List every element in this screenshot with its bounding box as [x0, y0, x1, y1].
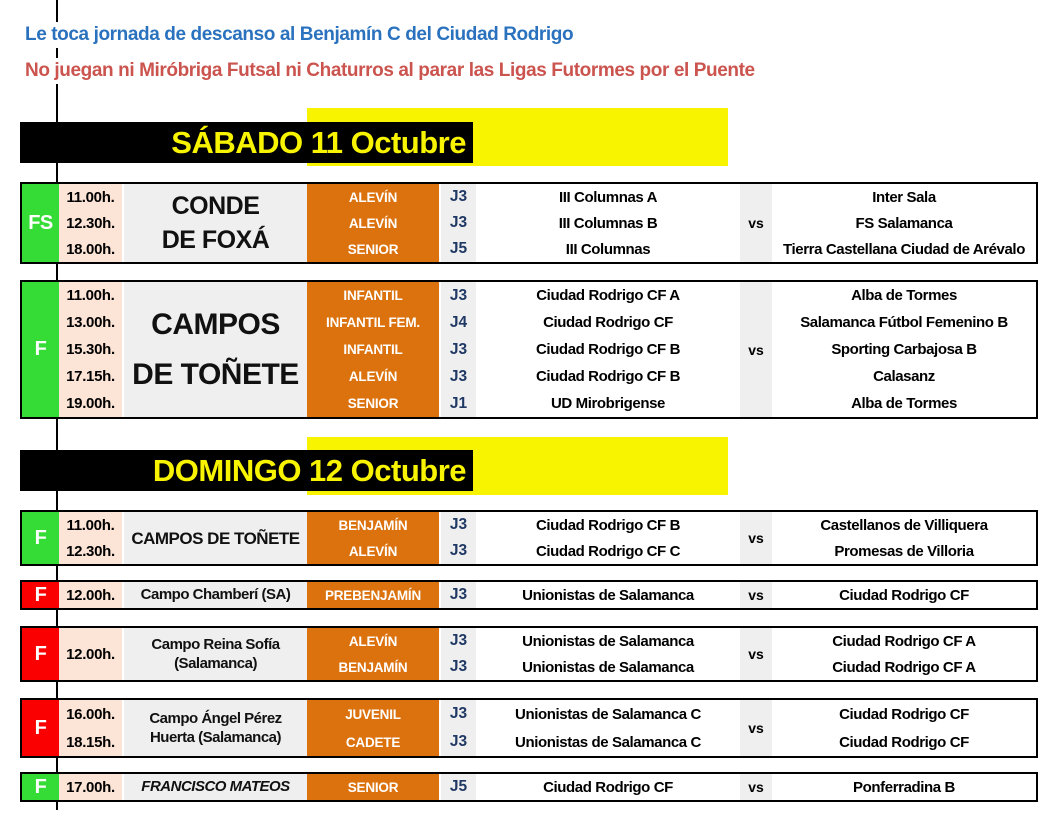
home-team: Ciudad Rodrigo CF: [476, 309, 740, 336]
away-team: Sporting Carbajosa B: [772, 336, 1036, 363]
venue-name: [122, 282, 307, 417]
home-team: Ciudad Rodrigo CF: [476, 774, 740, 800]
away-team: Alba de Tormes: [772, 390, 1036, 417]
away-team: Ciudad Rodrigo CF: [772, 582, 1036, 608]
venue-name-line: Campo Ángel Pérez: [149, 710, 282, 727]
time-cell: 12.00h.: [59, 582, 122, 608]
away-team: Ciudad Rodrigo CF: [772, 700, 1036, 728]
round-label: J3: [439, 538, 476, 564]
vs-label: vs: [740, 512, 772, 564]
round-label: J3: [439, 700, 476, 728]
match-table: [20, 280, 1038, 419]
home-team: Unionistas de Salamanca C: [476, 728, 740, 756]
venue-name-line: FRANCISCO MATEOS: [141, 778, 290, 795]
vs-label: vs: [740, 700, 772, 756]
home-team: Ciudad Rodrigo CF B: [476, 512, 740, 538]
category-badge: INFANTIL FEM.: [307, 309, 439, 336]
away-team: Inter Sala: [772, 184, 1036, 210]
category-badge: SENIOR: [307, 774, 439, 800]
category-badge: SENIOR: [307, 390, 439, 417]
home-team: Unionistas de Salamanca: [476, 628, 740, 654]
time-cell: 19.00h.: [59, 390, 122, 417]
round-label: J3: [439, 184, 476, 210]
category-badge: ALEVÍN: [307, 184, 439, 210]
home-team: Unionistas de Salamanca: [476, 654, 740, 680]
venue-flag-badge: F: [22, 282, 59, 417]
venue-flag-badge: F: [22, 512, 59, 564]
vs-label: vs: [740, 774, 772, 800]
match-table: [20, 182, 1038, 264]
vs-label: vs: [740, 582, 772, 608]
away-team: Ciudad Rodrigo CF A: [772, 628, 1036, 654]
saturday-header: SÁBADO 11 Octubre: [20, 122, 473, 163]
venue-name-line: Campo Reina Sofía: [151, 636, 280, 653]
match-table: [20, 698, 1038, 758]
venue-name-line: CAMPOS: [151, 307, 280, 341]
round-label: J3: [439, 336, 476, 363]
category-badge: JUVENIL: [307, 700, 439, 728]
match-table: [20, 580, 1038, 610]
time-cell: 18.00h.: [59, 236, 122, 262]
round-label: J1: [439, 390, 476, 417]
category-badge: INFANTIL: [307, 336, 439, 363]
time-cell: 11.00h.: [59, 512, 122, 538]
round-label: J5: [439, 236, 476, 262]
time-cell: 12.30h.: [59, 538, 122, 564]
time-cell: 15.30h.: [59, 336, 122, 363]
category-badge: ALEVÍN: [307, 363, 439, 390]
round-label: J3: [439, 728, 476, 756]
venue-name-line: DE FOXÁ: [161, 226, 270, 254]
away-team: Ciudad Rodrigo CF A: [772, 654, 1036, 680]
time-cell: 17.15h.: [59, 363, 122, 390]
time-cell: 17.00h.: [59, 774, 122, 800]
round-label: J3: [439, 282, 476, 309]
round-label: J4: [439, 309, 476, 336]
home-team: Ciudad Rodrigo CF B: [476, 336, 740, 363]
venue-name: [122, 628, 307, 680]
home-team: Ciudad Rodrigo CF C: [476, 538, 740, 564]
category-badge: SENIOR: [307, 236, 439, 262]
vs-label: vs: [740, 282, 772, 417]
home-team: Ciudad Rodrigo CF A: [476, 282, 740, 309]
away-team: Ponferradina B: [772, 774, 1036, 800]
category-badge: ALEVÍN: [307, 538, 439, 564]
round-label: J3: [439, 628, 476, 654]
match-table: [20, 772, 1038, 802]
round-label: J5: [439, 774, 476, 800]
venue-flag-badge: FS: [22, 184, 59, 262]
category-badge: BENJAMÍN: [307, 654, 439, 680]
vs-label: vs: [740, 628, 772, 680]
home-team: III Columnas A: [476, 184, 740, 210]
venue-name-line: Campo Chamberí (SA): [140, 586, 291, 603]
home-team: Unionistas de Salamanca C: [476, 700, 740, 728]
away-team: Ciudad Rodrigo CF: [772, 728, 1036, 756]
venue-name-line: CAMPOS DE TOÑETE: [131, 528, 300, 548]
vs-label: vs: [740, 184, 772, 262]
home-team: III Columnas B: [476, 210, 740, 236]
category-badge: ALEVÍN: [307, 210, 439, 236]
category-badge: ALEVÍN: [307, 628, 439, 654]
home-team: III Columnas: [476, 236, 740, 262]
venue-name: [122, 512, 307, 564]
away-team: Castellanos de Villiquera: [772, 512, 1036, 538]
venue-name: [122, 184, 307, 262]
time-cell: 16.00h.: [59, 700, 122, 728]
venue-flag-badge: F: [22, 700, 59, 756]
time-cell: 12.30h.: [59, 210, 122, 236]
venue-name-line: (Salamanca): [174, 655, 257, 672]
announcement-no-play: No juegan ni Miróbriga Futsal ni Chaturros al parar las Ligas Futormes por el Puente: [25, 58, 771, 84]
time-cell: 11.00h.: [59, 184, 122, 210]
venue-name-line: Huerta (Salamanca): [149, 729, 282, 746]
venue-name: [122, 700, 307, 756]
venue-name: [122, 582, 307, 608]
round-label: J3: [439, 582, 476, 608]
round-label: J3: [439, 210, 476, 236]
category-badge: PREBENJAMÍN: [307, 582, 439, 608]
category-badge: BENJAMÍN: [307, 512, 439, 538]
away-team: Promesas de Villoria: [772, 538, 1036, 564]
category-badge: INFANTIL: [307, 282, 439, 309]
category-badge: CADETE: [307, 728, 439, 756]
venue-flag-badge: F: [22, 628, 59, 680]
round-label: J3: [439, 654, 476, 680]
venue-flag-badge: F: [22, 582, 59, 608]
venue-name-line: CONDE: [171, 192, 260, 220]
round-label: J3: [439, 512, 476, 538]
away-team: FS Salamanca: [772, 210, 1036, 236]
away-team: Calasanz: [772, 363, 1036, 390]
away-team: Alba de Tormes: [772, 282, 1036, 309]
home-team: Unionistas de Salamanca: [476, 582, 740, 608]
match-table: [20, 626, 1038, 682]
time-cell: 13.00h.: [59, 309, 122, 336]
time-cell: 18.15h.: [59, 728, 122, 756]
time-cell: 12.00h.: [59, 628, 122, 680]
venue-flag-badge: F: [22, 774, 59, 800]
venue-name: [122, 774, 307, 800]
time-cell: 11.00h.: [59, 282, 122, 309]
round-label: J3: [439, 363, 476, 390]
home-team: Ciudad Rodrigo CF B: [476, 363, 740, 390]
away-team: Salamanca Fútbol Femenino B: [772, 309, 1036, 336]
venue-name-line: DE TOÑETE: [132, 357, 299, 391]
sunday-header: DOMINGO 12 Octubre: [20, 450, 473, 491]
away-team: Tierra Castellana Ciudad de Arévalo: [772, 236, 1036, 262]
match-table: [20, 510, 1038, 566]
announcement-rest-day: Le toca jornada de descanso al Benjamín C del Ciudad Rodrigo: [25, 22, 589, 48]
home-team: UD Mirobrigense: [476, 390, 740, 417]
